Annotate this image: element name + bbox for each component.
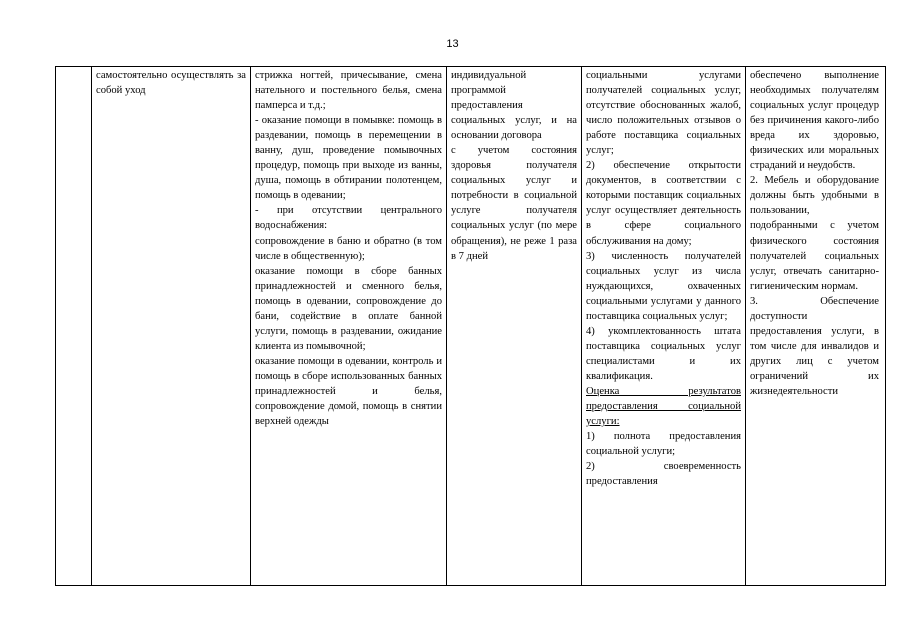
quality-conditions-cell — [746, 67, 886, 586]
cell-paragraph: стрижка ногтей, причесывание, смена нательного и постельного белья, смена памперса и т.д.; — [255, 70, 442, 112]
cell-paragraph: с учетом состояния здоровья получателя социальных услуг и потребности в социальной услуге получателя социальных услуг (по мере обращения), не реже 1 раза в 7 дней — [451, 145, 577, 262]
table-row — [56, 67, 886, 586]
cell-paragraph: обеспечено выполнение необходимых получателям социальных услуг процедур без причинения какого-либо вреда их здоровью, физических или моральных страданий и неудобств. — [750, 70, 879, 172]
cell-paragraph: сопровождение в баню и обратно (в том числе в общественную); — [255, 235, 442, 262]
row-number-cell — [56, 67, 92, 586]
cell-underlined-heading: Оценка результатов предоставления социальной услуги: — [586, 385, 741, 428]
cell-paragraph: 3. Обеспечение доступности предоставления услуги, в том числе для инвалидов и других лиц с учетом ограничений их жизнедеятельности — [750, 295, 879, 397]
cell-paragraph: 3) численность получателей социальных услуг из числа нуждающихся, охваченных социальными услугами у данного поставщика социальных услуг; — [586, 250, 741, 322]
service-name-cell — [92, 67, 251, 586]
cell-paragraph: 2) своевременность предоставления — [586, 461, 741, 488]
service-terms-cell — [447, 67, 582, 586]
cell-paragraph: индивидуальной программой предоставления социальных услуг, и на основании договора — [451, 70, 577, 142]
cell-paragraph: оказание помощи в одевании, контроль и помощь в сборе использованных банных принадлежностей и белья, сопровождение домой, помощь в снятии верхней одежды — [255, 355, 442, 428]
service-standards-table — [55, 66, 886, 586]
cell-paragraph: - оказание помощи в помывке: помощь в раздевании, помощь в перемещении в ванну, душ, проведение помывочных процедур, помощь при выходе из ванны, душа, помощь в обтирании полотенцем, помощь в одевании; — [255, 115, 442, 202]
page-number: 13 — [446, 38, 459, 50]
cell-paragraph: - при отсутствии центрального водоснабжения: — [255, 205, 442, 232]
quality-indicators-cell — [582, 67, 746, 586]
cell-paragraph: самостоятельно осуществлять за собой уход — [96, 70, 246, 97]
service-description-cell — [251, 67, 447, 586]
cell-paragraph: 2. Мебель и оборудование должны быть удобными в пользовании, подобранными с учетом физического состояния получателей социальных услуг, отвечать санитарно-гигиеническим нормам. — [750, 175, 879, 292]
cell-paragraph: оказание помощи в сборе банных принадлежностей и сменного белья, помощь в одевании, сопровождение до бани, содействие в оплате банной услуги, помощь в раздевании, ожидание клиента из помывочной; — [255, 265, 442, 352]
cell-paragraph: 1) полнота предоставления социальной услуги; — [586, 431, 741, 458]
cell-paragraph: 2) обеспечение открытости документов, в соответствии с которыми поставщик социальных услуг осуществляет деятельность в сфере социального обслуживания на дому; — [586, 160, 741, 247]
cell-paragraph: социальными услугами получателей социальных услуг, отсутствие обоснованных жалоб, число положительных отзывов о работе поставщика социальных услуг; — [586, 70, 741, 157]
cell-paragraph: 4) укомплектованность штата поставщика социальных услуг специалистами и их квалификация. — [586, 325, 741, 382]
